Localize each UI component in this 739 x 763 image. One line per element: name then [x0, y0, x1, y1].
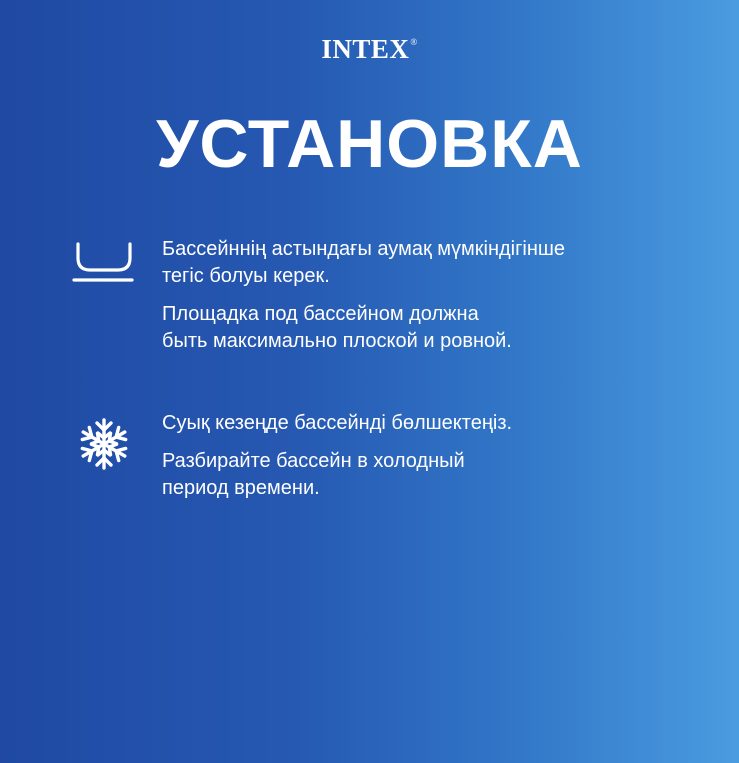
snowflake-icon: [76, 416, 140, 480]
flat-ground-icon: [70, 240, 134, 304]
instruction-kk: Бассейннің астындағы аумақ мүмкіндігінше тегіс болуы керек.: [162, 238, 566, 287]
brand-logo: [0, 34, 739, 65]
section-flat-ground-text: [162, 236, 702, 355]
page-title: УСТАНОВКА: [156, 106, 583, 182]
instruction-ru: Площадка под бассейном должна быть максимально плоской и ровной.: [162, 303, 512, 352]
registered-mark: ®: [410, 37, 418, 47]
brand-name: INTEX: [321, 34, 410, 64]
instruction-kk: Суық кезеңде бассейнді бөлшектеңіз.: [162, 412, 513, 434]
instruction-ru: Разбирайте бассейн в холодный период времени.: [162, 450, 465, 499]
section-cold-season-text: [162, 410, 702, 502]
